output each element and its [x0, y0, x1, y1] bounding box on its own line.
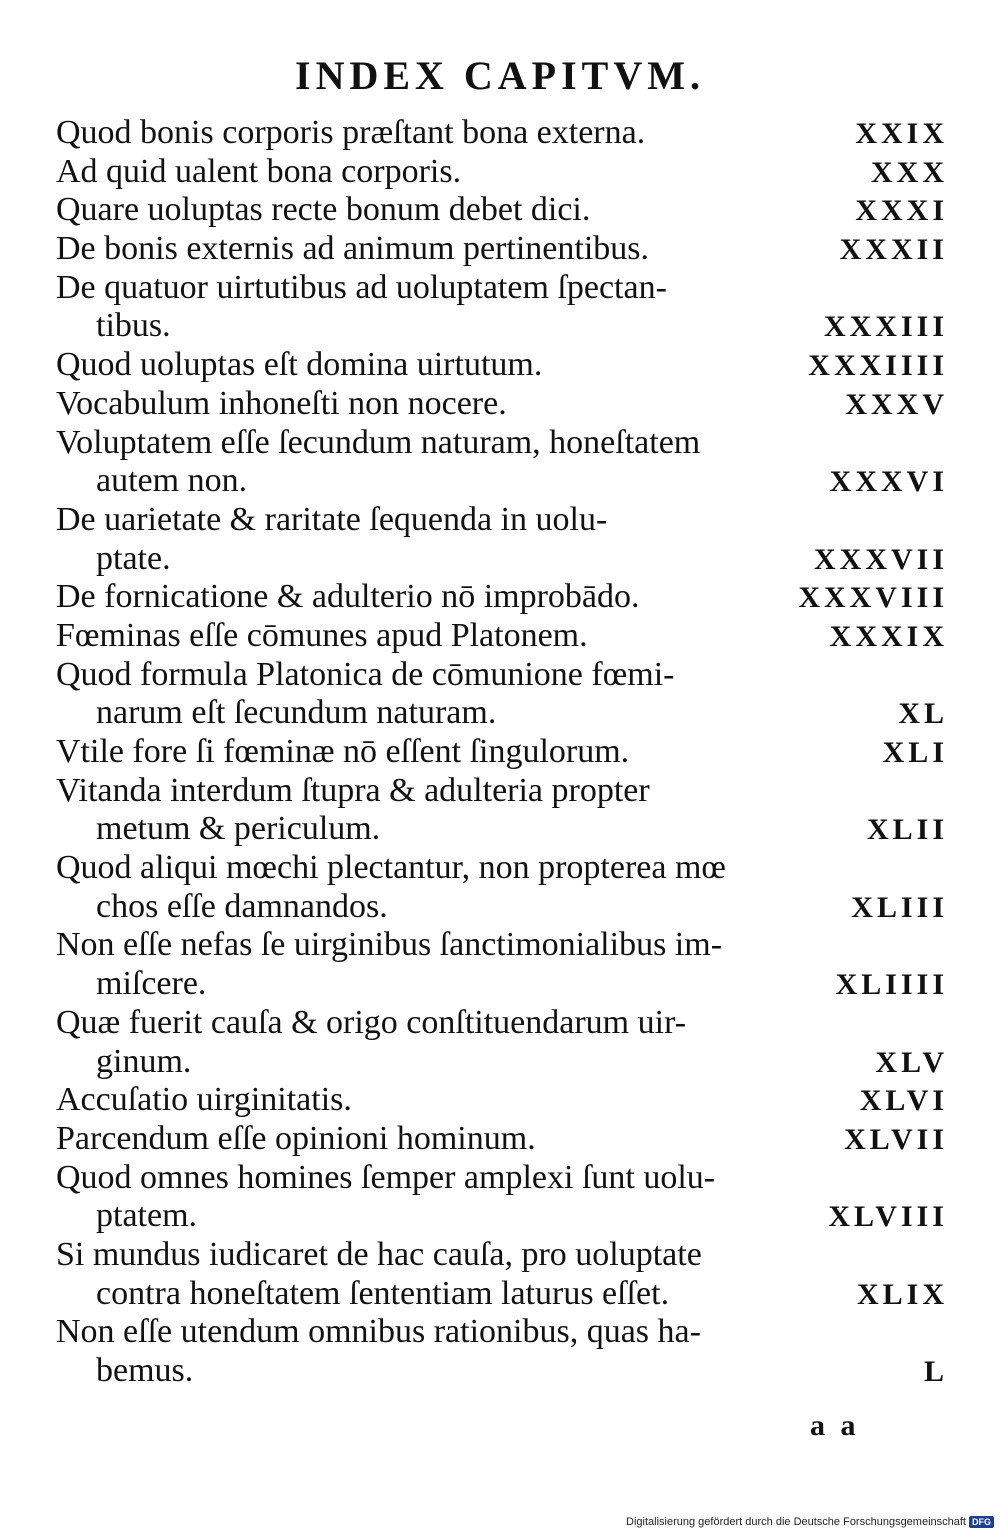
index-entry [0, 230, 1000, 269]
index-entry [0, 1120, 1000, 1159]
index-entry [0, 656, 1000, 695]
chapter-numeral: XLVIII [828, 1200, 948, 1234]
index-entry [0, 191, 1000, 230]
index-entry-continuation [0, 1197, 1000, 1236]
entry-title: De fornicatione & adulterio nō improbādo. [56, 578, 640, 616]
chapter-numeral: XXXVIII [798, 581, 948, 615]
index-entry [0, 424, 1000, 463]
index-entry [0, 1081, 1000, 1120]
entry-title: Quod omnes homines ſemper amplexi ſunt uolu- [56, 1158, 716, 1196]
chapter-numeral: XLV [875, 1045, 948, 1079]
dfg-logo-icon: DFG [969, 1516, 994, 1528]
entry-title: De quatuor uirtutibus ad uoluptatem ſpectan- [56, 268, 667, 306]
chapter-numeral: XLVI [859, 1084, 948, 1118]
chapter-numeral: XXXV [845, 387, 948, 421]
chapter-numeral: XXXI [855, 194, 948, 228]
index-entry [0, 578, 1000, 617]
chapter-numeral: XLIII [851, 890, 948, 924]
entry-title: Non eſſe nefas ſe uirginibus ſanctimonialibus im- [56, 926, 723, 964]
chapter-numeral: XXIX [855, 117, 948, 150]
entry-title: Ad quid ualent bona corporis. [56, 152, 462, 190]
chapter-numeral: XXXII [839, 233, 948, 267]
index-entry-continuation [0, 1275, 1000, 1314]
entry-title-continuation: metum & periculum. [96, 810, 381, 848]
chapter-numeral: XLII [866, 813, 948, 847]
index-entry-continuation [0, 810, 1000, 849]
index-entry [0, 269, 1000, 308]
index-entry [0, 926, 1000, 965]
index-entry-continuation [0, 462, 1000, 501]
index-entry [0, 114, 1000, 153]
entry-title: Quod aliqui mœchi plectantur, non propterea mœ [56, 849, 726, 887]
entry-title: Accuſatio uirginitatis. [56, 1081, 352, 1119]
chapter-numeral: XXX [871, 155, 948, 189]
entry-title-continuation: ptatem. [96, 1197, 198, 1235]
chapter-numeral: XXXVII [813, 542, 948, 576]
index-entry-continuation [0, 540, 1000, 579]
index-entry-continuation [0, 888, 1000, 927]
index-entry [0, 346, 1000, 385]
index-entry [0, 1313, 1000, 1352]
index-entry [0, 153, 1000, 192]
chapter-numeral: XXXIIII [808, 349, 948, 383]
index-entry [0, 733, 1000, 772]
entry-title: Quare uoluptas recte bonum debet dici. [56, 191, 591, 229]
entry-title-continuation: chos eſſe damnandos. [96, 887, 388, 925]
index-entry-continuation [0, 1043, 1000, 1082]
entry-title: Si mundus iudicaret de hac cauſa, pro uoluptate [56, 1235, 702, 1273]
index-entry-continuation [0, 1352, 1000, 1391]
entry-title-continuation: ptate. [96, 539, 171, 577]
index-entry [0, 617, 1000, 656]
index-entry [0, 849, 1000, 888]
chapter-numeral: XXXIX [829, 619, 948, 653]
entry-title-continuation: narum eſt ſecundum naturam. [96, 694, 497, 732]
index-entry [0, 1159, 1000, 1198]
entry-title-continuation: ginum. [96, 1042, 192, 1080]
index-entry [0, 772, 1000, 811]
chapter-numeral: XLVII [844, 1122, 948, 1156]
index-entry-continuation [0, 965, 1000, 1004]
chapter-numeral: XXXIII [823, 310, 948, 344]
credit-text: Digitalisierung gefördert durch die Deutsche Forschungsgemeinschaft [626, 1516, 966, 1528]
index-entry [0, 385, 1000, 424]
entry-title: De bonis externis ad animum pertinentibus. [56, 230, 649, 268]
digitization-credit [626, 1516, 994, 1528]
entry-title: Vitanda interdum ſtupra & adulteria propter [56, 771, 650, 809]
entry-title: Voluptatem eſſe ſecundum naturam, honeſtatem [56, 423, 701, 461]
index-entry-continuation [0, 307, 1000, 346]
chapter-index-list [0, 114, 1000, 1391]
entry-title: Fœminas eſſe cōmunes apud Platonem. [56, 616, 588, 654]
chapter-numeral: XLIX [856, 1277, 948, 1311]
entry-title: Quæ fuerit cauſa & origo conſtituendarum uir- [56, 1003, 687, 1041]
signature-mark: a a [810, 1409, 860, 1442]
page-title: INDEX CAPITVM. [295, 53, 705, 98]
entry-title: Parcendum eſſe opinioni hominum. [56, 1119, 536, 1157]
entry-title: Quod uoluptas eſt domina uirtutum. [56, 346, 543, 384]
chapter-numeral: XLIIII [835, 968, 948, 1002]
chapter-numeral: XXXVI [829, 465, 948, 499]
chapter-numeral: XLI [882, 736, 948, 769]
entry-title-continuation: autem non. [96, 462, 248, 500]
entry-title: Non eſſe utendum omnibus rationibus, quas ha- [56, 1313, 701, 1351]
entry-title-continuation: tibus. [96, 307, 171, 345]
index-entry [0, 1004, 1000, 1043]
entry-title: De uarietate & raritate ſequenda in uolu- [56, 500, 608, 538]
chapter-numeral: L [923, 1355, 948, 1388]
index-entry-continuation [0, 694, 1000, 733]
entry-title-continuation: contra honeſtatem ſententiam laturus eſſet. [96, 1274, 670, 1312]
entry-title-continuation: miſcere. [96, 965, 207, 1003]
chapter-numeral: XL [898, 697, 948, 731]
entry-title: Vtile fore ſi fœminæ nō eſſent ſingulorum. [56, 733, 630, 770]
index-entry [0, 1236, 1000, 1275]
entry-title: Quod bonis corporis præſtant bona externa. [56, 114, 646, 151]
entry-title-continuation: bemus. [96, 1352, 194, 1389]
index-entry [0, 501, 1000, 540]
entry-title: Vocabulum inhoneſti non nocere. [56, 384, 507, 422]
entry-title: Quod formula Platonica de cōmunione fœmi- [56, 655, 675, 693]
